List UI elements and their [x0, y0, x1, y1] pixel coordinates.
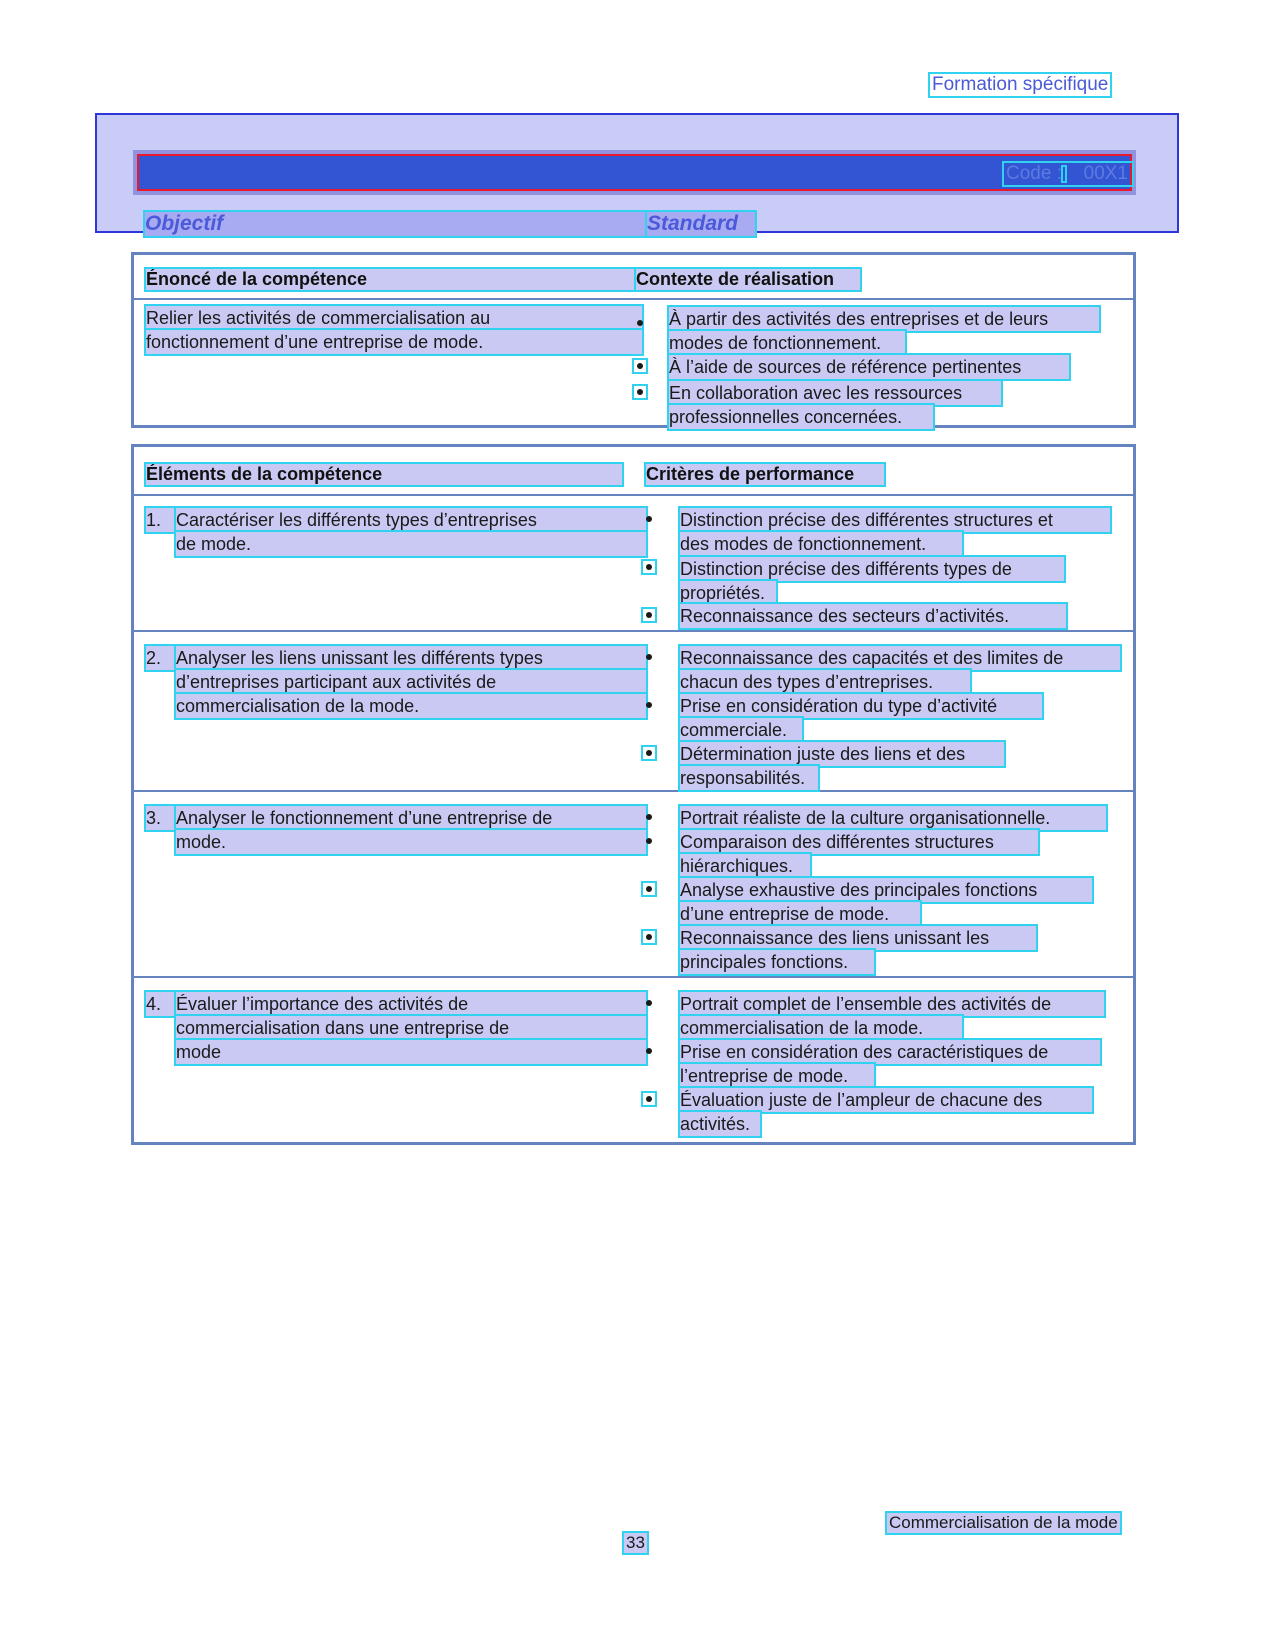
- competency-code: [1004, 163, 1132, 185]
- page-number: 33: [626, 1533, 645, 1552]
- criterion-line: Analyse exhaustive des principales fonctions: [680, 878, 1092, 902]
- bullet-icon: [634, 317, 646, 329]
- context-line: À partir des activités des entreprises et de leurs: [669, 307, 1099, 331]
- element-text: Évaluer l’importance des activités de: [176, 992, 646, 1016]
- bullet-icon: [643, 1045, 655, 1057]
- context-line: À l’aide de sources de référence pertinentes: [669, 355, 1069, 379]
- bullet-icon: [643, 651, 655, 663]
- criterion-line: d’une entreprise de mode.: [680, 902, 920, 926]
- bullet-icon: [643, 561, 655, 573]
- element-text: mode.: [176, 830, 646, 854]
- criterion-line: commerciale.: [680, 718, 802, 742]
- standard-heading: Standard: [647, 212, 755, 236]
- element-number: 2.: [146, 646, 176, 670]
- element-text: commercialisation de la mode.: [176, 694, 646, 718]
- code-separator: [1061, 165, 1067, 183]
- criterion-line: activités.: [680, 1112, 760, 1136]
- criterion-line: Prise en considération du type d’activité: [680, 694, 1042, 718]
- bullet-icon: [643, 609, 655, 621]
- context-line: modes de fonctionnement.: [669, 331, 905, 355]
- section-header: Formation spécifique: [932, 74, 1109, 95]
- elements-table: [131, 444, 1136, 1145]
- element-text: Caractériser les différents types d’entreprises: [176, 508, 646, 532]
- element-number: 3.: [146, 806, 176, 830]
- table-divider: [134, 494, 1133, 496]
- code-value: 00X1: [1083, 163, 1128, 184]
- bullet-icon: [643, 1093, 655, 1105]
- element-text: mode: [176, 1040, 646, 1064]
- element-text: Analyser le fonctionnement d’une entreprise de: [176, 806, 646, 830]
- element-number: 1.: [146, 508, 176, 532]
- element-text: Analyser les liens unissant les différents types: [176, 646, 646, 670]
- table-divider: [134, 630, 1133, 632]
- bullet-icon: [634, 386, 646, 398]
- criterion-line: Comparaison des différentes structures: [680, 830, 1038, 854]
- title-bar-frame: [137, 154, 1132, 191]
- criterion-line: l’entreprise de mode.: [680, 1064, 874, 1088]
- statement-line: Relier les activités de commercialisation au: [146, 306, 642, 330]
- criterion-line: Reconnaissance des secteurs d’activités.: [680, 604, 1066, 628]
- bullet-icon: [643, 883, 655, 895]
- criterion-line: Distinction précise des différentes structures et: [680, 508, 1110, 532]
- element-number: 4.: [146, 992, 176, 1016]
- objective-heading: Objectif: [145, 212, 655, 236]
- code-label: Code :: [1006, 163, 1062, 184]
- criterion-line: Distinction précise des différents types de: [680, 557, 1064, 581]
- criterion-line: commercialisation de la mode.: [680, 1016, 962, 1040]
- criterion-line: des modes de fonctionnement.: [680, 532, 962, 556]
- statement-table: [131, 252, 1136, 428]
- criterion-line: principales fonctions.: [680, 950, 874, 974]
- bullet-icon: [643, 997, 655, 1009]
- criterion-line: Reconnaissance des liens unissant les: [680, 926, 1036, 950]
- bullet-icon: [634, 360, 646, 372]
- criterion-line: propriétés.: [680, 581, 776, 605]
- criterion-line: responsabilités.: [680, 766, 818, 790]
- bullet-icon: [643, 811, 655, 823]
- table-divider: [134, 298, 1133, 300]
- bullet-icon: [643, 747, 655, 759]
- table-divider: [134, 790, 1133, 792]
- criterion-line: hiérarchiques.: [680, 854, 810, 878]
- statement-line: fonctionnement d’une entreprise de mode.: [146, 330, 642, 354]
- criterion-line: Évaluation juste de l’ampleur de chacune des: [680, 1088, 1092, 1112]
- context-header: Contexte de réalisation: [636, 269, 860, 290]
- criteria-header: Critères de performance: [646, 464, 884, 485]
- bullet-icon: [643, 699, 655, 711]
- element-text: commercialisation dans une entreprise de: [176, 1016, 646, 1040]
- element-text: de mode.: [176, 532, 646, 556]
- context-line: professionnelles concernées.: [669, 405, 933, 429]
- bullet-icon: [643, 835, 655, 847]
- bullet-icon: [643, 513, 655, 525]
- criterion-line: Portrait réaliste de la culture organisationnelle.: [680, 806, 1106, 830]
- criterion-line: Détermination juste des liens et des: [680, 742, 1004, 766]
- footer-title: Commercialisation de la mode: [889, 1513, 1118, 1532]
- table-divider: [134, 976, 1133, 978]
- elements-header: Éléments de la compétence: [146, 464, 622, 485]
- criterion-line: chacun des types d’entreprises.: [680, 670, 970, 694]
- bullet-icon: [643, 931, 655, 943]
- statement-header: Énoncé de la compétence: [146, 269, 646, 290]
- criterion-line: Reconnaissance des capacités et des limites de: [680, 646, 1120, 670]
- criterion-line: Prise en considération des caractéristiques de: [680, 1040, 1100, 1064]
- criterion-line: Portrait complet de l’ensemble des activités de: [680, 992, 1104, 1016]
- element-text: d’entreprises participant aux activités de: [176, 670, 646, 694]
- context-line: En collaboration avec les ressources: [669, 381, 1001, 405]
